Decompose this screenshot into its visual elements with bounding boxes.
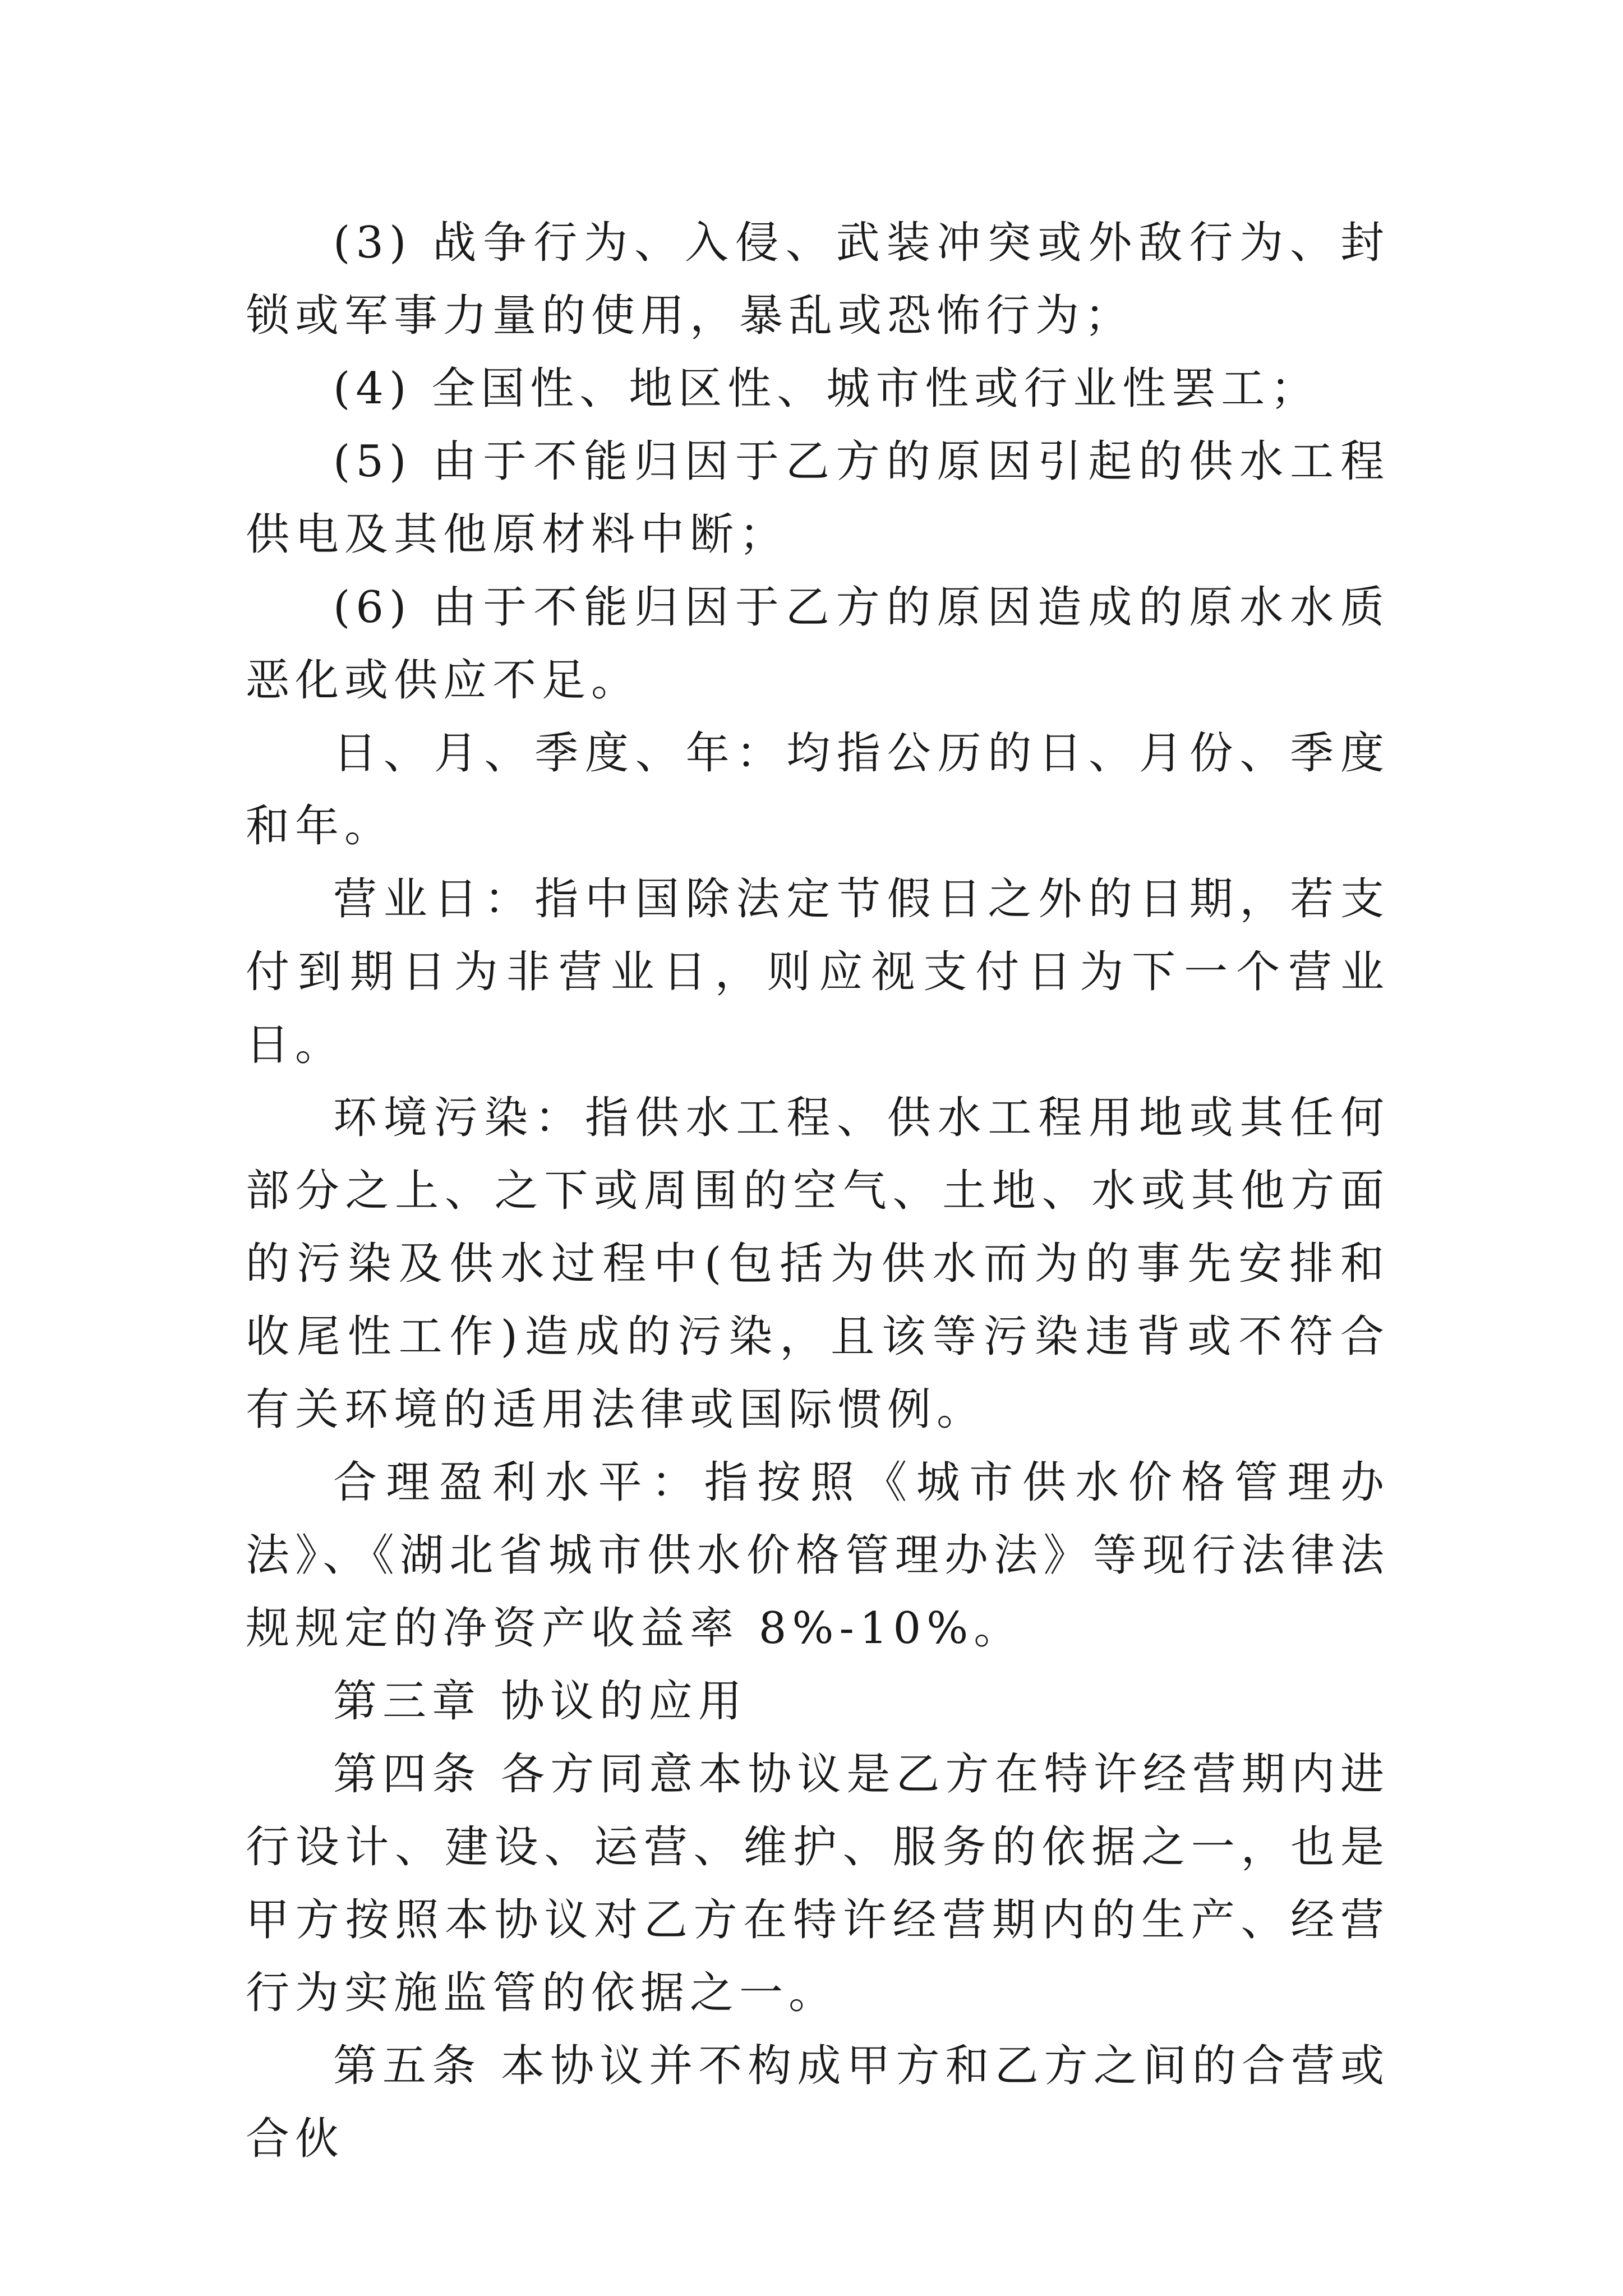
paragraph-force-majeure-4: (4) 全国性、地区性、城市性或行业性罢工； <box>333 364 1320 414</box>
paragraph-force-majeure-6: (6) 由于不能归因于乙方的原因造成的原水水质恶化或供应不足。 <box>246 582 1390 706</box>
paragraph-article-5: 第五条 本协议并不构成甲方和乙方之间的合营或合伙 <box>246 2041 1390 2164</box>
paragraph-force-majeure-3: (3) 战争行为、入侵、武装冲突或外敌行为、封锁或军事力量的使用，暴乱或恐怖行为； <box>246 218 1390 341</box>
paragraph-force-majeure-5: (5) 由于不能归因于乙方的原因引起的供水工程供电及其他原材料中断； <box>246 436 1390 560</box>
paragraph-definition-pollution: 环境污染：指供水工程、供水工程用地或其任何部分之上、之下或周围的空气、土地、水或其他方面的污染及供水过程中(包括为供水而为的事先安排和收尾性工作)造成的污染，且该等污染违背或不符合有关环境的适用法律或国际惯例。 <box>246 1093 1390 1435</box>
paragraph-article-4: 第四条 各方同意本协议是乙方在特许经营期内进行设计、建设、运营、维护、服务的依据之一，也是甲方按照本协议对乙方在特许经营期内的生产、经营行为实施监管的依据之一。 <box>246 1749 1390 2018</box>
paragraph-definition-profit: 合理盈利水平：指按照《城市供水价格管理办法》、《湖北省城市供水价格管理办法》等现行法律法规规定的净资产收益率 8%-10%。 <box>246 1457 1390 1654</box>
paragraph-definition-calendar: 日、月、季度、年：均指公历的日、月份、季度和年。 <box>246 728 1390 852</box>
paragraph-definition-business-day: 营业日：指中国除法定节假日之外的日期，若支付到期日为非营业日，则应视支付日为下一个营业日。 <box>246 874 1390 1070</box>
chapter-heading: 第三章 协议的应用 <box>333 1676 748 1727</box>
document-body <box>246 206 1390 2175</box>
